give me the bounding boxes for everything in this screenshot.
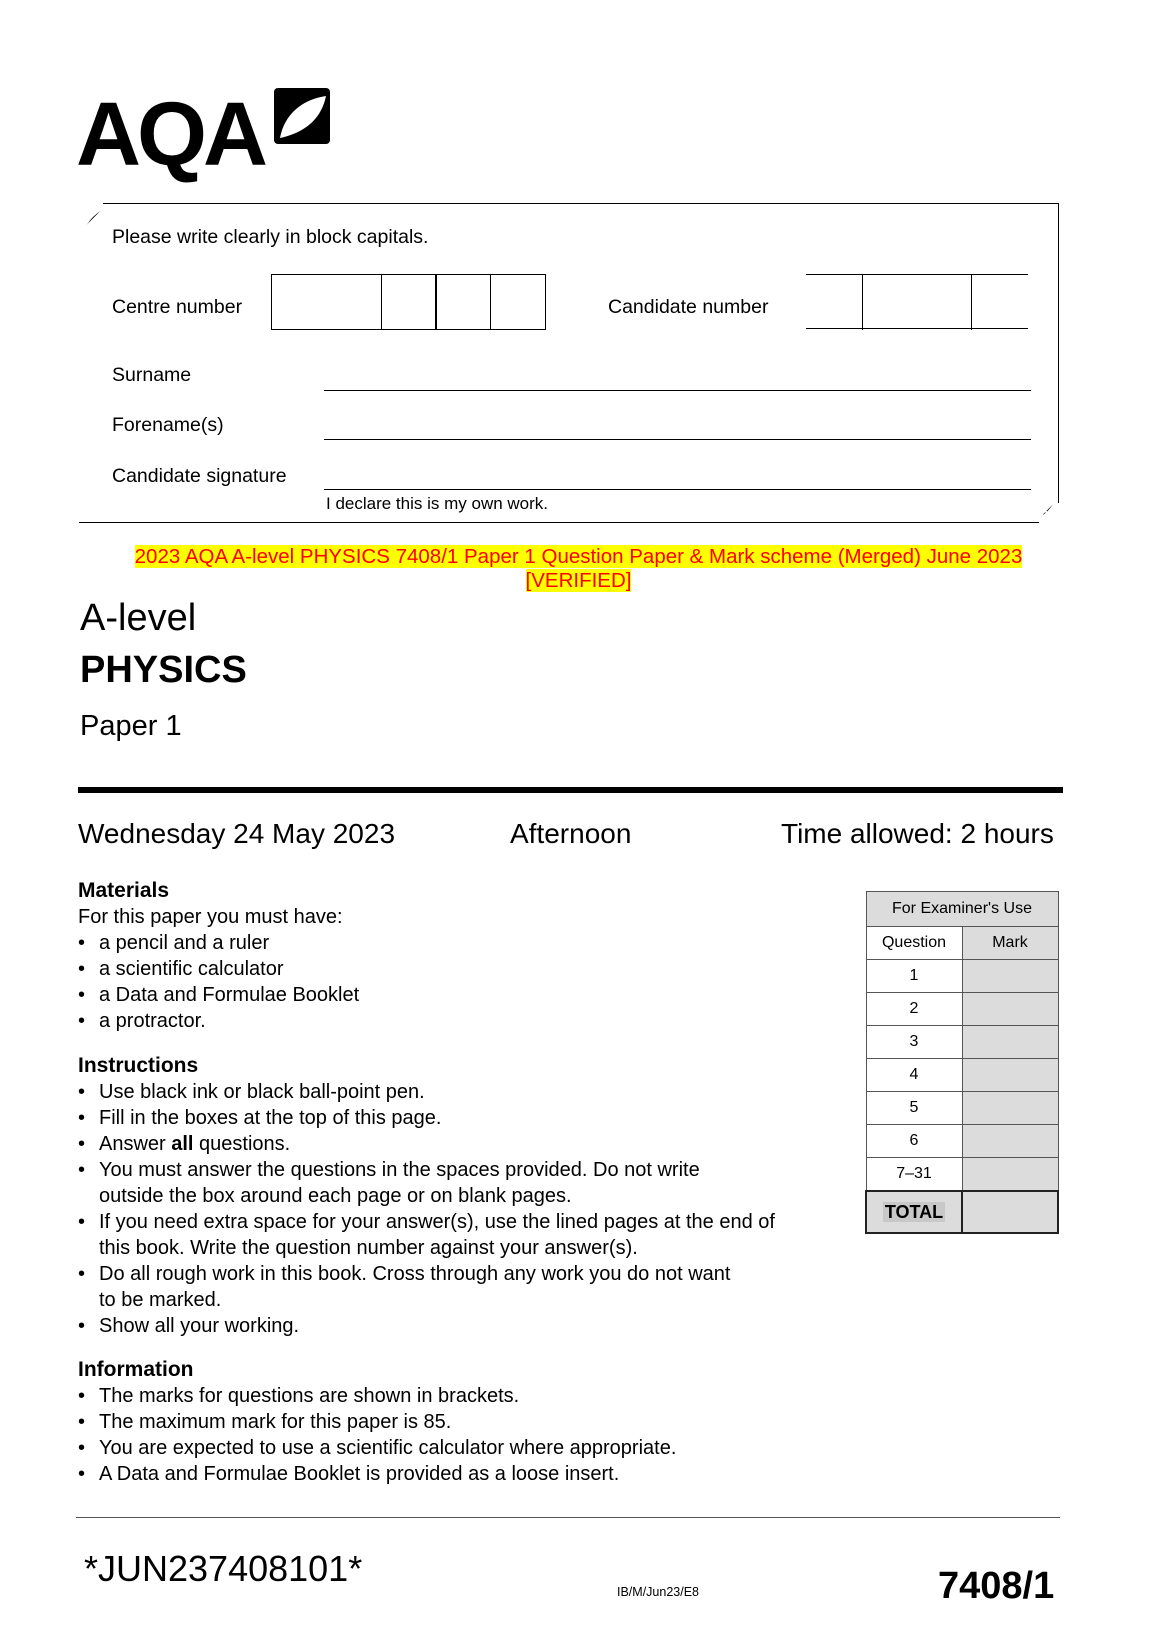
list-item: • Show all your working.: [78, 1315, 300, 1337]
list-item: • The marks for questions are shown in brackets.: [78, 1385, 520, 1407]
information-list: [78, 1383, 878, 1487]
list-item: • a protractor.: [78, 1010, 206, 1032]
centre-number-label: Centre number: [112, 296, 243, 318]
materials-intro: For this paper you must have:: [78, 906, 343, 928]
paper-number: Paper 1: [80, 710, 182, 742]
list-item: • a Data and Formulae Booklet: [78, 984, 360, 1006]
logo-text: AQA: [76, 85, 264, 185]
document-reference: IB/M/Jun23/E8: [617, 1585, 699, 1599]
centre-number-digit-2[interactable]: [381, 274, 437, 330]
exam-date: Wednesday 24 May 2023: [78, 818, 396, 849]
materials-list: [78, 930, 818, 1034]
list-item: • Answer all questions.: [78, 1133, 291, 1155]
box-top-border: [103, 203, 1059, 204]
list-item: • A Data and Formulae Booklet is provided as a loose insert.: [78, 1463, 620, 1485]
time-allowed: Time allowed: 2 hours: [781, 818, 1054, 849]
list-item: • The maximum mark for this paper is 85.: [78, 1411, 452, 1433]
total-row: [866, 1191, 1058, 1233]
list-item: • You are expected to use a scientific calculator where appropriate.: [78, 1437, 677, 1459]
block-capitals-instruction: Please write clearly in block capitals.: [112, 226, 429, 248]
information-section: [78, 1357, 878, 1487]
forenames-input-line[interactable]: [324, 439, 1031, 440]
barcode-text: *JUN237408101*: [84, 1548, 363, 1589]
title-divider: [78, 787, 1063, 793]
table-row: 1: [866, 960, 1058, 993]
surname-label: Surname: [112, 364, 192, 386]
table-row: 7–31: [866, 1158, 1058, 1192]
centre-number-digit-4[interactable]: [490, 274, 546, 330]
signature-input-line[interactable]: [324, 489, 1031, 490]
list-item: • You must answer the questions in the spaces provided. Do not write outside the box around each page or on blank pages.: [78, 1159, 700, 1207]
box-right-border: [1058, 203, 1059, 503]
candidate-number-digit-4[interactable]: [972, 274, 1028, 330]
centre-number-digit-3[interactable]: [435, 274, 491, 330]
paper-code: 7408/1: [938, 1565, 1055, 1607]
signature-label: Candidate signature: [112, 465, 287, 487]
candidate-number-label: Candidate number: [608, 296, 769, 318]
examiner-use-table: [865, 891, 1059, 1234]
mark-cell[interactable]: [962, 1092, 1058, 1125]
candidate-number-digit-1[interactable]: [806, 274, 862, 330]
list-item: • a scientific calculator: [78, 958, 284, 980]
candidate-number-digit-2-3[interactable]: [862, 274, 972, 330]
banner-line-1: 2023 AQA A-level PHYSICS 7408/1 Paper 1 Question Paper & Mark scheme (Merged) June 2023: [134, 545, 1023, 568]
document-banner: [0, 545, 1157, 593]
information-heading: Information: [78, 1358, 194, 1381]
instructions-heading: Instructions: [78, 1054, 199, 1077]
mark-cell[interactable]: [962, 1125, 1058, 1158]
table-row: 3: [866, 1026, 1058, 1059]
list-item: • If you need extra space for your answer(s), use the lined pages at the end of this book. Write the question number against your answer(s).: [78, 1211, 775, 1259]
total-label: TOTAL: [866, 1191, 962, 1233]
mark-cell[interactable]: [962, 993, 1058, 1026]
mark-cell[interactable]: [962, 1158, 1058, 1192]
exam-session: Afternoon: [510, 818, 632, 849]
table-row: 5: [866, 1092, 1058, 1125]
total-mark-cell[interactable]: [962, 1191, 1058, 1233]
box-bottom-border: [79, 522, 1039, 523]
subject-title: PHYSICS: [80, 649, 247, 691]
mark-cell[interactable]: [962, 1059, 1058, 1092]
examiner-table-title: For Examiner's Use: [866, 892, 1058, 927]
materials-heading: Materials: [78, 879, 170, 902]
list-item: • Use black ink or black ball-point pen.: [78, 1081, 425, 1103]
declaration-text: I declare this is my own work.: [326, 494, 549, 513]
mark-cell[interactable]: [962, 1026, 1058, 1059]
mark-cell[interactable]: [962, 960, 1058, 993]
footer-divider: [76, 1517, 1060, 1518]
surname-input-line[interactable]: [324, 390, 1031, 391]
materials-section: [78, 878, 818, 1034]
table-row: 4: [866, 1059, 1058, 1092]
mark-column-header: Mark: [962, 927, 1058, 960]
list-item: • Do all rough work in this book. Cross through any work you do not want to be marked.: [78, 1263, 731, 1311]
candidate-number-field: [806, 274, 1028, 330]
banner-line-2: [VERIFIED]: [525, 569, 632, 592]
centre-number-field: [271, 274, 547, 330]
table-row: 2: [866, 993, 1058, 1026]
instructions-list: [78, 1079, 878, 1339]
forenames-label: Forename(s): [112, 414, 224, 436]
qualification-level: A-level: [80, 597, 197, 639]
list-item: • a pencil and a ruler: [78, 932, 270, 954]
leaf-icon: [274, 88, 330, 144]
instructions-section: [78, 1053, 878, 1339]
table-row: 6: [866, 1125, 1058, 1158]
question-column-header: Question: [866, 927, 962, 960]
aqa-logo: [76, 85, 331, 185]
list-item: • Fill in the boxes at the top of this page.: [78, 1107, 442, 1129]
centre-number-digit-1[interactable]: [271, 274, 382, 330]
